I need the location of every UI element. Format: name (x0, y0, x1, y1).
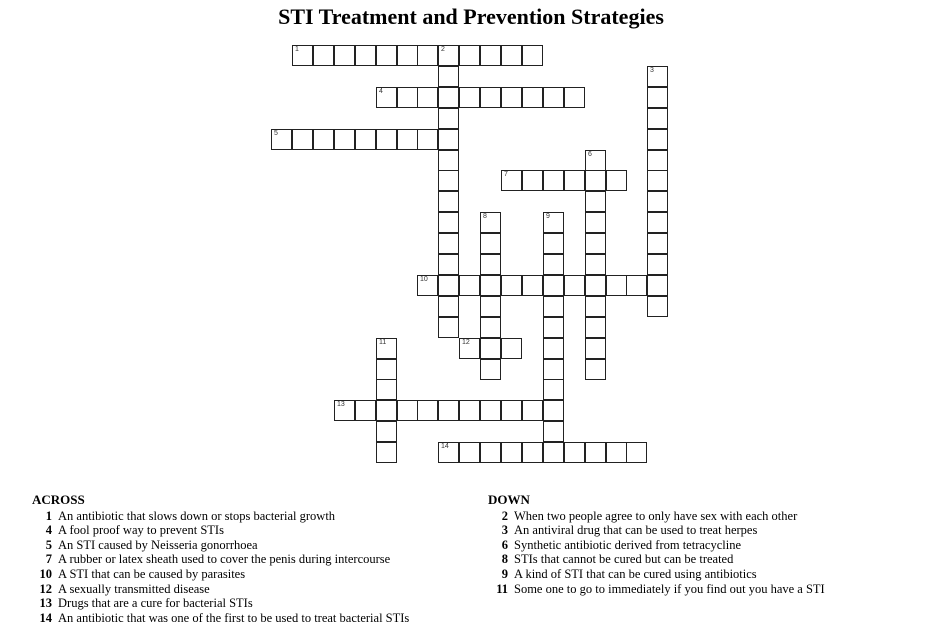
grid-cell[interactable] (585, 212, 606, 233)
cell-number: 6 (588, 151, 592, 158)
grid-cell[interactable] (438, 400, 459, 421)
clue-text: An antibiotic that was one of the first to be used to treat bacterial STIs (58, 610, 410, 625)
grid-cell[interactable] (647, 129, 668, 150)
grid-cell[interactable] (459, 400, 480, 421)
across-clue-13 (32, 596, 409, 611)
grid-cell[interactable] (438, 254, 459, 275)
grid-cell[interactable] (647, 191, 668, 212)
down-clue-9 (488, 567, 825, 582)
clue-text: STIs that cannot be cured but can be treated (514, 552, 734, 567)
grid-cell[interactable] (438, 212, 459, 233)
grid-cell[interactable] (397, 129, 418, 150)
grid-cell[interactable] (459, 338, 480, 359)
grid-cell[interactable] (522, 442, 543, 463)
grid-cell[interactable] (480, 296, 501, 317)
grid-cell[interactable] (480, 45, 501, 66)
grid-cell[interactable] (501, 170, 522, 191)
grid-cell[interactable] (647, 170, 668, 191)
grid-cell[interactable] (647, 254, 668, 275)
grid-cell[interactable] (438, 129, 459, 150)
grid-cell[interactable] (522, 400, 543, 421)
cell-number: 9 (546, 213, 550, 220)
grid-cell[interactable] (376, 359, 397, 380)
grid-cell[interactable] (522, 170, 543, 191)
grid-cell[interactable] (438, 66, 459, 87)
grid-cell[interactable] (438, 45, 459, 66)
clue-text: An antibiotic that slows down or stops bacterial growth (58, 508, 336, 523)
clue-number: 10 (39, 566, 52, 581)
clue-number: 1 (45, 508, 52, 523)
across-clue-1 (32, 509, 409, 524)
grid-cell[interactable] (459, 275, 480, 296)
cell-number: 14 (441, 443, 449, 450)
across-heading: ACROSS (32, 492, 85, 507)
grid-cell[interactable] (543, 421, 564, 442)
clue-text: A rubber or latex sheath used to cover the penis during intercourse (58, 552, 391, 567)
grid-cell[interactable] (376, 400, 397, 421)
clue-number: 14 (39, 610, 52, 625)
grid-cell[interactable] (585, 338, 606, 359)
grid-cell[interactable] (292, 129, 313, 150)
grid-cell[interactable] (606, 442, 627, 463)
grid-cell[interactable] (647, 296, 668, 317)
grid-cell[interactable] (585, 442, 606, 463)
clue-text: A sexually transmitted disease (58, 581, 210, 596)
grid-cell[interactable] (438, 317, 459, 338)
grid-cell[interactable] (480, 254, 501, 275)
grid-cell[interactable] (543, 400, 564, 421)
grid-cell[interactable] (501, 400, 522, 421)
clue-number: 8 (501, 552, 508, 567)
grid-cell[interactable] (543, 379, 564, 400)
grid-cell[interactable] (543, 296, 564, 317)
clue-number: 2 (501, 508, 508, 523)
grid-cell[interactable] (606, 275, 627, 296)
grid-cell[interactable] (647, 212, 668, 233)
grid-cell[interactable] (334, 400, 355, 421)
grid-cell[interactable] (501, 87, 522, 108)
grid-cell[interactable] (585, 359, 606, 380)
grid-cell[interactable] (459, 442, 480, 463)
grid-cell[interactable] (543, 442, 564, 463)
down-clues (488, 493, 825, 596)
down-clue-8 (488, 552, 825, 567)
grid-cell[interactable] (543, 317, 564, 338)
grid-cell[interactable] (417, 45, 438, 66)
grid-cell[interactable] (564, 442, 585, 463)
clue-text: Some one to go to immediately if you find out you have a STI (514, 581, 825, 596)
clue-text: When two people agree to only have sex with each other (514, 508, 798, 523)
grid-cell[interactable] (438, 296, 459, 317)
grid-cell[interactable] (585, 170, 606, 191)
grid-cell[interactable] (438, 170, 459, 191)
grid-cell[interactable] (647, 275, 668, 296)
grid-cell[interactable] (585, 254, 606, 275)
clue-text: A fool proof way to prevent STIs (58, 523, 224, 538)
grid-cell[interactable] (397, 45, 418, 66)
clue-text: An antiviral drug that can be used to treat herpes (514, 523, 758, 538)
grid-cell[interactable] (355, 45, 376, 66)
cell-number: 10 (420, 276, 428, 283)
page-title: STI Treatment and Prevention Strategies (278, 4, 664, 29)
grid-cell[interactable] (606, 170, 627, 191)
grid-cell[interactable] (585, 317, 606, 338)
grid-cell[interactable] (376, 129, 397, 150)
clue-number: 9 (501, 566, 508, 581)
grid-cell[interactable] (647, 108, 668, 129)
grid-cell[interactable] (459, 87, 480, 108)
clue-number: 12 (39, 581, 52, 596)
cell-number: 13 (337, 401, 345, 408)
grid-cell[interactable] (438, 87, 459, 108)
grid-cell[interactable] (417, 275, 438, 296)
grid-cell[interactable] (501, 45, 522, 66)
cell-number: 7 (504, 171, 508, 178)
grid-cell[interactable] (376, 421, 397, 442)
grid-cell[interactable] (647, 66, 668, 87)
grid-cell[interactable] (355, 400, 376, 421)
grid-cell[interactable] (313, 129, 334, 150)
grid-cell[interactable] (585, 150, 606, 171)
across-clue-4 (32, 523, 409, 538)
grid-cell[interactable] (438, 108, 459, 129)
grid-cell[interactable] (459, 45, 480, 66)
grid-cell[interactable] (585, 296, 606, 317)
clue-text: Drugs that are a cure for bacterial STIs (58, 596, 253, 611)
cell-number: 4 (379, 88, 383, 95)
grid-cell[interactable] (647, 150, 668, 171)
clue-number: 5 (45, 537, 52, 552)
grid-cell[interactable] (522, 45, 543, 66)
clue-text: Synthetic antibiotic derived from tetracycline (514, 537, 742, 552)
grid-cell[interactable] (564, 87, 585, 108)
clue-number: 7 (45, 552, 52, 567)
grid-cell[interactable] (585, 191, 606, 212)
clue-number: 11 (496, 581, 508, 596)
grid-cell[interactable] (438, 233, 459, 254)
grid-cell[interactable] (376, 87, 397, 108)
grid-cell[interactable] (376, 442, 397, 463)
cell-number: 1 (295, 46, 299, 53)
down-clue-6 (488, 538, 825, 553)
cell-number: 3 (650, 67, 654, 74)
down-clue-3 (488, 523, 825, 538)
clue-number: 3 (501, 523, 508, 538)
grid-cell[interactable] (480, 87, 501, 108)
grid-cell[interactable] (626, 275, 647, 296)
across-clue-list (32, 509, 409, 626)
clue-number: 13 (39, 596, 52, 611)
cell-number: 11 (379, 339, 387, 346)
down-clue-11 (488, 582, 825, 597)
cell-number: 5 (274, 130, 278, 137)
grid-cell[interactable] (334, 45, 355, 66)
grid-cell[interactable] (543, 233, 564, 254)
grid-cell[interactable] (438, 275, 459, 296)
grid-cell[interactable] (501, 442, 522, 463)
grid-cell[interactable] (501, 338, 522, 359)
grid-cell[interactable] (543, 254, 564, 275)
grid-cell[interactable] (626, 442, 647, 463)
clue-text: An STI caused by Neisseria gonorrhoea (58, 537, 258, 552)
grid-cell[interactable] (501, 275, 522, 296)
clue-number: 6 (501, 537, 508, 552)
grid-cell[interactable] (480, 442, 501, 463)
grid-cell[interactable] (376, 379, 397, 400)
clue-text: A kind of STI that can be cured using antibiotics (514, 566, 757, 581)
grid-cell[interactable] (376, 45, 397, 66)
grid-cell[interactable] (564, 170, 585, 191)
across-clue-12 (32, 582, 409, 597)
grid-cell[interactable] (647, 87, 668, 108)
grid-cell[interactable] (417, 400, 438, 421)
grid-cell[interactable] (397, 87, 418, 108)
across-clue-10 (32, 567, 409, 582)
grid-cell[interactable] (334, 129, 355, 150)
grid-cell[interactable] (647, 233, 668, 254)
across-clue-5 (32, 538, 409, 553)
across-clue-14 (32, 611, 409, 626)
grid-cell[interactable] (271, 129, 292, 150)
grid-cell[interactable] (397, 400, 418, 421)
grid-cell[interactable] (417, 87, 438, 108)
grid-cell[interactable] (480, 233, 501, 254)
across-clues (32, 493, 409, 625)
clue-number: 4 (45, 523, 52, 538)
down-heading: DOWN (488, 492, 530, 507)
grid-cell[interactable] (355, 129, 376, 150)
grid-cell[interactable] (522, 275, 543, 296)
grid-cell[interactable] (438, 150, 459, 171)
grid-cell[interactable] (417, 129, 438, 150)
grid-cell[interactable] (585, 275, 606, 296)
grid-cell[interactable] (522, 87, 543, 108)
down-clue-2 (488, 509, 825, 524)
cell-number: 8 (483, 213, 487, 220)
grid-cell[interactable] (564, 275, 585, 296)
grid-cell[interactable] (313, 45, 334, 66)
grid-cell[interactable] (480, 275, 501, 296)
grid-cell[interactable] (585, 233, 606, 254)
grid-cell[interactable] (543, 275, 564, 296)
clue-text: A STI that can be caused by parasites (58, 566, 246, 581)
grid-cell[interactable] (543, 170, 564, 191)
cell-number: 2 (441, 46, 445, 53)
grid-cell[interactable] (438, 442, 459, 463)
across-clue-7 (32, 552, 409, 567)
down-clue-list (488, 509, 825, 597)
grid-cell[interactable] (480, 400, 501, 421)
cell-number: 12 (462, 339, 470, 346)
grid-cell[interactable] (480, 338, 501, 359)
grid-cell[interactable] (480, 317, 501, 338)
grid-cell[interactable] (438, 191, 459, 212)
grid-cell[interactable] (480, 359, 501, 380)
grid-cell[interactable] (543, 359, 564, 380)
grid-cell[interactable] (376, 338, 397, 359)
grid-cell[interactable] (480, 212, 501, 233)
grid-cell[interactable] (543, 87, 564, 108)
grid-cell[interactable] (543, 338, 564, 359)
grid-cell[interactable] (543, 212, 564, 233)
grid-cell[interactable] (292, 45, 313, 66)
